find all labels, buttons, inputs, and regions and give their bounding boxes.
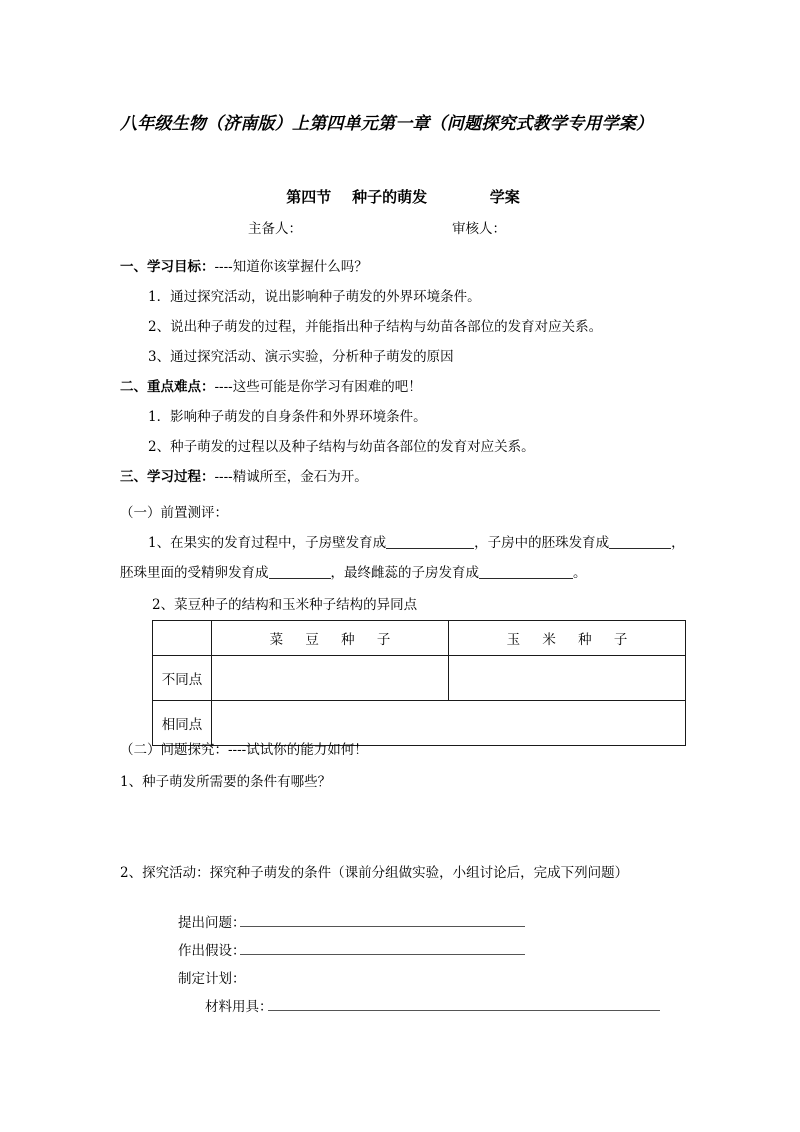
- inquiry-heading-label: （二）问题探究：: [120, 742, 228, 758]
- table-corner-cell: [153, 621, 212, 656]
- pretest-q1-seg3: ，: [671, 535, 685, 551]
- table-cell-differences-corn[interactable]: [449, 656, 686, 701]
- pretest-q1-blank-3[interactable]: [269, 564, 331, 579]
- pretest-q1-seg6: 。: [573, 565, 587, 581]
- inquiry-step-label-make-plan: 制定计划：: [178, 971, 246, 987]
- section-title: 第四节 种子的萌发 学案: [286, 188, 520, 206]
- inquiry-heading-note: ----试试你的能力如何！: [228, 742, 368, 758]
- pretest-q1-seg4: 胚珠里面的受精卵发育成: [120, 565, 269, 581]
- inquiry-step-label-materials: 材料用具：: [205, 999, 273, 1015]
- inquiry-question-2: 2、探究活动：探究种子萌发的条件（课前分组做实验，小组讨论后，完成下列问题）: [120, 865, 629, 881]
- objectives-heading-label: 一、学习目标：: [120, 259, 215, 275]
- table-row-label-differences: 不同点: [153, 656, 212, 701]
- pretest-q1-number: 1、: [148, 535, 171, 551]
- keypoints-heading-label: 二、重点难点：: [120, 379, 215, 395]
- keypoints-heading: [120, 377, 422, 397]
- table-row-similarities: [153, 701, 686, 746]
- table-col-header-beandou: 菜 豆 种 子: [212, 621, 449, 656]
- keypoints-item-1: 1．影响种子萌发的自身条件和外界环境条件。: [148, 409, 427, 425]
- objectives-item-3: 3、通过探究活动、演示实验，分析种子萌发的原因: [148, 349, 454, 365]
- inquiry-step-rule-pose-question[interactable]: [240, 926, 525, 927]
- objectives-heading: [120, 257, 368, 277]
- table-col-header-corn: 玉 米 种 子: [449, 621, 686, 656]
- inquiry-step-label-hypothesis: 作出假设：: [178, 943, 246, 959]
- table-header-row: [153, 621, 686, 656]
- inquiry-step-label-pose-question: 提出问题：: [178, 915, 246, 931]
- table-row-label-similarities: 相同点: [153, 701, 212, 746]
- inquiry-question-1: 1、种子萌发所需要的条件有哪些？: [120, 774, 332, 790]
- pretest-q1-blank-1[interactable]: [386, 534, 474, 549]
- inquiry-heading: [120, 740, 368, 760]
- keypoints-item-2: 2、种子萌发的过程以及种子结构与幼苗各部位的发育对应关系。: [148, 439, 535, 455]
- process-heading-note: ----精诚所至，金石为开。: [214, 469, 368, 485]
- process-heading: [120, 467, 368, 487]
- objectives-item-2: 2、说出种子萌发的过程，并能指出种子结构与幼苗各部位的发育对应关系。: [148, 319, 603, 335]
- pretest-q1-seg1: 在果实的发育过程中，子房壁发育成: [170, 535, 387, 551]
- keypoints-heading-note: ----这些可能是你学习有困难的吧！: [214, 379, 422, 395]
- pretest-question-1: [120, 528, 688, 588]
- objectives-item-1: 1．通过探究活动，说出影响种子萌发的外界环境条件。: [148, 289, 481, 305]
- pretest-q1-blank-2[interactable]: [609, 534, 671, 549]
- process-heading-label: 三、学习过程：: [120, 469, 215, 485]
- pretest-heading: （一）前置测评：: [120, 505, 228, 521]
- table-row-differences: [153, 656, 686, 701]
- pretest-q1-seg2: ，子房中的胚珠发育成: [474, 535, 610, 551]
- page-title: 八年级生物（济南版）上第四单元第一章（问题探究式教学专用学案）: [120, 114, 654, 134]
- table-cell-similarities[interactable]: [212, 701, 686, 746]
- inquiry-step-rule-hypothesis[interactable]: [240, 954, 525, 955]
- pretest-q1-seg5: ，最终雌蕊的子房发育成: [330, 565, 479, 581]
- byline-author: 主备人：: [248, 221, 302, 237]
- objectives-heading-note: ----知道你该掌握什么吗？: [214, 259, 368, 275]
- byline-reviewer: 审核人：: [452, 221, 506, 237]
- seed-comparison-table: [152, 620, 686, 746]
- table-cell-differences-bean[interactable]: [212, 656, 449, 701]
- pretest-q1-blank-4[interactable]: [479, 564, 573, 579]
- pretest-question-2: 2、菜豆种子的结构和玉米种子结构的异同点: [152, 597, 418, 613]
- inquiry-step-rule-materials[interactable]: [268, 1010, 660, 1011]
